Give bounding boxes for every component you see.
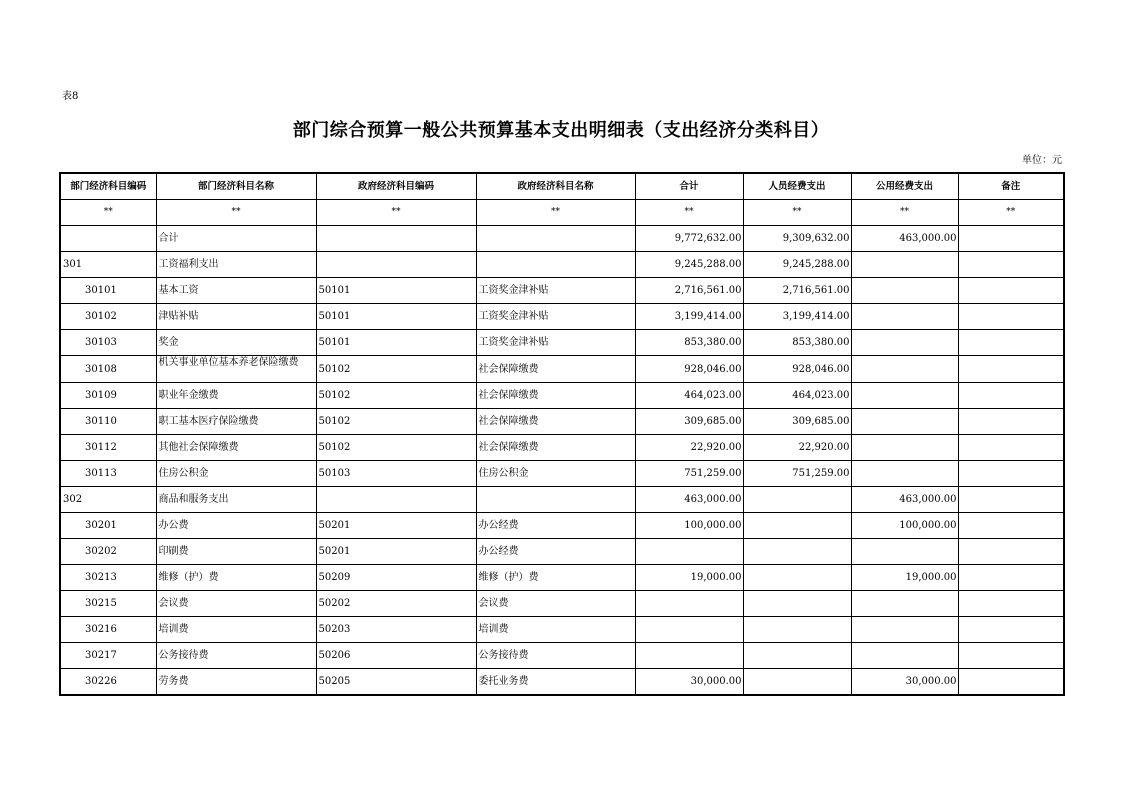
total-cell: 853,380.00 — [635, 330, 743, 356]
public-cell: 463,000.00 — [851, 226, 958, 252]
public-cell — [851, 330, 958, 356]
gov-code-cell: 50206 — [316, 643, 476, 669]
table-row — [60, 669, 1064, 696]
public-cell: 19,000.00 — [851, 565, 958, 591]
table-row — [60, 304, 1064, 330]
note-cell — [958, 617, 1064, 643]
gov-code-cell — [316, 252, 476, 278]
dept-name-cell: 奖金 — [156, 330, 316, 356]
dept-code-cell: 30215 — [60, 591, 156, 617]
gov-name-cell: 工资奖金津补贴 — [476, 278, 635, 304]
gov-code-cell: 50101 — [316, 304, 476, 330]
header-total: 合计 — [635, 173, 743, 200]
note-cell — [958, 330, 1064, 356]
header-gov-code: 政府经济科目编码 — [316, 173, 476, 200]
table-row — [60, 383, 1064, 409]
dept-name-cell: 职业年金缴费 — [156, 383, 316, 409]
dept-code-cell: 30113 — [60, 461, 156, 487]
dept-name-cell: 培训费 — [156, 617, 316, 643]
gov-name-cell: 办公经费 — [476, 513, 635, 539]
public-cell: 100,000.00 — [851, 513, 958, 539]
total-cell: 30,000.00 — [635, 669, 743, 696]
header-public: 公用经费支出 — [851, 173, 958, 200]
public-cell — [851, 304, 958, 330]
note-cell — [958, 539, 1064, 565]
public-cell — [851, 617, 958, 643]
gov-code-cell: 50209 — [316, 565, 476, 591]
table-row — [60, 513, 1064, 539]
gov-code-cell: 50102 — [316, 435, 476, 461]
star-cell: ** — [316, 200, 476, 226]
note-cell — [958, 513, 1064, 539]
gov-name-cell: 社会保障缴费 — [476, 356, 635, 383]
dept-name-cell: 印刷费 — [156, 539, 316, 565]
personnel-cell: 3,199,414.00 — [743, 304, 851, 330]
gov-name-cell: 社会保障缴费 — [476, 435, 635, 461]
total-cell: 464,023.00 — [635, 383, 743, 409]
table-row — [60, 565, 1064, 591]
header-dept-name: 部门经济科目名称 — [156, 173, 316, 200]
dept-code-cell: 302 — [60, 487, 156, 513]
total-cell: 9,245,288.00 — [635, 252, 743, 278]
table-row — [60, 539, 1064, 565]
personnel-cell: 928,046.00 — [743, 356, 851, 383]
table-row — [60, 330, 1064, 356]
note-cell — [958, 356, 1064, 383]
public-cell — [851, 435, 958, 461]
dept-code-cell: 30103 — [60, 330, 156, 356]
gov-code-cell: 50205 — [316, 669, 476, 696]
personnel-cell: 853,380.00 — [743, 330, 851, 356]
total-cell — [635, 591, 743, 617]
gov-name-cell: 工资奖金津补贴 — [476, 304, 635, 330]
dept-name-cell: 合计 — [156, 226, 316, 252]
personnel-cell: 751,259.00 — [743, 461, 851, 487]
note-cell — [958, 383, 1064, 409]
star-cell: ** — [958, 200, 1064, 226]
table-row — [60, 617, 1064, 643]
personnel-cell — [743, 617, 851, 643]
gov-name-cell: 培训费 — [476, 617, 635, 643]
personnel-cell — [743, 539, 851, 565]
note-cell — [958, 252, 1064, 278]
dept-name-cell: 工资福利支出 — [156, 252, 316, 278]
public-cell — [851, 643, 958, 669]
gov-code-cell — [316, 226, 476, 252]
total-cell: 3,199,414.00 — [635, 304, 743, 330]
total-cell — [635, 643, 743, 669]
gov-code-cell: 50202 — [316, 591, 476, 617]
total-cell — [635, 617, 743, 643]
dept-code-cell: 30101 — [60, 278, 156, 304]
star-row — [60, 200, 1064, 226]
table-row — [60, 591, 1064, 617]
total-cell: 463,000.00 — [635, 487, 743, 513]
total-cell: 19,000.00 — [635, 565, 743, 591]
personnel-cell — [743, 565, 851, 591]
total-cell: 100,000.00 — [635, 513, 743, 539]
dept-name-cell: 维修（护）费 — [156, 565, 316, 591]
dept-name-cell: 住房公积金 — [156, 461, 316, 487]
table-row — [60, 356, 1064, 383]
note-cell — [958, 461, 1064, 487]
gov-code-cell: 50201 — [316, 539, 476, 565]
dept-code-cell — [60, 226, 156, 252]
table-row — [60, 435, 1064, 461]
star-cell: ** — [851, 200, 958, 226]
total-cell: 751,259.00 — [635, 461, 743, 487]
gov-name-cell: 社会保障缴费 — [476, 409, 635, 435]
gov-name-cell: 社会保障缴费 — [476, 383, 635, 409]
note-cell — [958, 226, 1064, 252]
dept-name-cell: 办公费 — [156, 513, 316, 539]
gov-code-cell: 50101 — [316, 278, 476, 304]
total-cell: 9,772,632.00 — [635, 226, 743, 252]
dept-name-cell: 商品和服务支出 — [156, 487, 316, 513]
public-cell — [851, 591, 958, 617]
gov-name-cell: 会议费 — [476, 591, 635, 617]
personnel-cell: 2,716,561.00 — [743, 278, 851, 304]
note-cell — [958, 591, 1064, 617]
public-cell — [851, 356, 958, 383]
public-cell — [851, 383, 958, 409]
gov-name-cell: 委托业务费 — [476, 669, 635, 696]
personnel-cell — [743, 643, 851, 669]
dept-name-cell: 津贴补贴 — [156, 304, 316, 330]
total-cell — [635, 539, 743, 565]
total-cell: 22,920.00 — [635, 435, 743, 461]
table-row — [60, 487, 1064, 513]
gov-code-cell: 50102 — [316, 409, 476, 435]
total-cell: 309,685.00 — [635, 409, 743, 435]
dept-code-cell: 30102 — [60, 304, 156, 330]
header-note: 备注 — [958, 173, 1064, 200]
dept-name-cell: 基本工资 — [156, 278, 316, 304]
note-cell — [958, 435, 1064, 461]
header-row — [60, 173, 1064, 200]
gov-name-cell: 维修（护）费 — [476, 565, 635, 591]
table-row — [60, 461, 1064, 487]
personnel-cell: 9,309,632.00 — [743, 226, 851, 252]
dept-code-cell: 30202 — [60, 539, 156, 565]
personnel-cell — [743, 591, 851, 617]
header-personnel: 人员经费支出 — [743, 173, 851, 200]
table-number: 表8 — [62, 91, 79, 102]
public-cell — [851, 252, 958, 278]
gov-code-cell: 50201 — [316, 513, 476, 539]
header-gov-name: 政府经济科目名称 — [476, 173, 635, 200]
unit-label: 单位：元 — [1022, 155, 1062, 166]
personnel-cell: 464,023.00 — [743, 383, 851, 409]
table-row — [60, 409, 1064, 435]
dept-code-cell: 30109 — [60, 383, 156, 409]
note-cell — [958, 669, 1064, 696]
dept-code-cell: 30216 — [60, 617, 156, 643]
total-cell: 2,716,561.00 — [635, 278, 743, 304]
dept-name-cell: 劳务费 — [156, 669, 316, 696]
table-row — [60, 226, 1064, 252]
personnel-cell — [743, 669, 851, 696]
gov-name-cell: 办公经费 — [476, 539, 635, 565]
gov-name-cell: 公务接待费 — [476, 643, 635, 669]
table-row — [60, 252, 1064, 278]
gov-name-cell — [476, 487, 635, 513]
dept-code-cell: 30108 — [60, 356, 156, 383]
note-cell — [958, 487, 1064, 513]
star-cell: ** — [743, 200, 851, 226]
dept-name-cell: 职工基本医疗保险缴费 — [156, 409, 316, 435]
public-cell: 463,000.00 — [851, 487, 958, 513]
gov-name-cell — [476, 252, 635, 278]
dept-name-cell: 机关事业单位基本养老保险缴费 — [156, 356, 316, 383]
gov-code-cell: 50103 — [316, 461, 476, 487]
budget-table — [59, 172, 1065, 696]
public-cell: 30,000.00 — [851, 669, 958, 696]
public-cell — [851, 278, 958, 304]
personnel-cell: 309,685.00 — [743, 409, 851, 435]
dept-code-cell: 30112 — [60, 435, 156, 461]
table-row — [60, 278, 1064, 304]
personnel-cell — [743, 487, 851, 513]
note-cell — [958, 278, 1064, 304]
gov-code-cell: 50102 — [316, 383, 476, 409]
dept-code-cell: 30201 — [60, 513, 156, 539]
dept-code-cell: 30110 — [60, 409, 156, 435]
gov-name-cell: 工资奖金津补贴 — [476, 330, 635, 356]
gov-name-cell — [476, 226, 635, 252]
note-cell — [958, 643, 1064, 669]
public-cell — [851, 461, 958, 487]
star-cell: ** — [476, 200, 635, 226]
personnel-cell — [743, 513, 851, 539]
personnel-cell: 22,920.00 — [743, 435, 851, 461]
public-cell — [851, 409, 958, 435]
gov-name-cell: 住房公积金 — [476, 461, 635, 487]
star-cell: ** — [635, 200, 743, 226]
dept-code-cell: 30217 — [60, 643, 156, 669]
gov-code-cell — [316, 487, 476, 513]
note-cell — [958, 565, 1064, 591]
dept-code-cell: 301 — [60, 252, 156, 278]
header-dept-code: 部门经济科目编码 — [60, 173, 156, 200]
dept-name-cell: 会议费 — [156, 591, 316, 617]
gov-code-cell: 50101 — [316, 330, 476, 356]
dept-code-cell: 30226 — [60, 669, 156, 696]
dept-name-cell: 其他社会保障缴费 — [156, 435, 316, 461]
personnel-cell: 9,245,288.00 — [743, 252, 851, 278]
note-cell — [958, 304, 1064, 330]
gov-code-cell: 50102 — [316, 356, 476, 383]
total-cell: 928,046.00 — [635, 356, 743, 383]
dept-code-cell: 30213 — [60, 565, 156, 591]
dept-name-cell: 公务接待费 — [156, 643, 316, 669]
public-cell — [851, 539, 958, 565]
table-row — [60, 643, 1064, 669]
star-cell: ** — [60, 200, 156, 226]
star-cell: ** — [156, 200, 316, 226]
note-cell — [958, 409, 1064, 435]
gov-code-cell: 50203 — [316, 617, 476, 643]
page-title: 部门综合预算一般公共预算基本支出明细表（支出经济分类科目） — [292, 120, 830, 141]
